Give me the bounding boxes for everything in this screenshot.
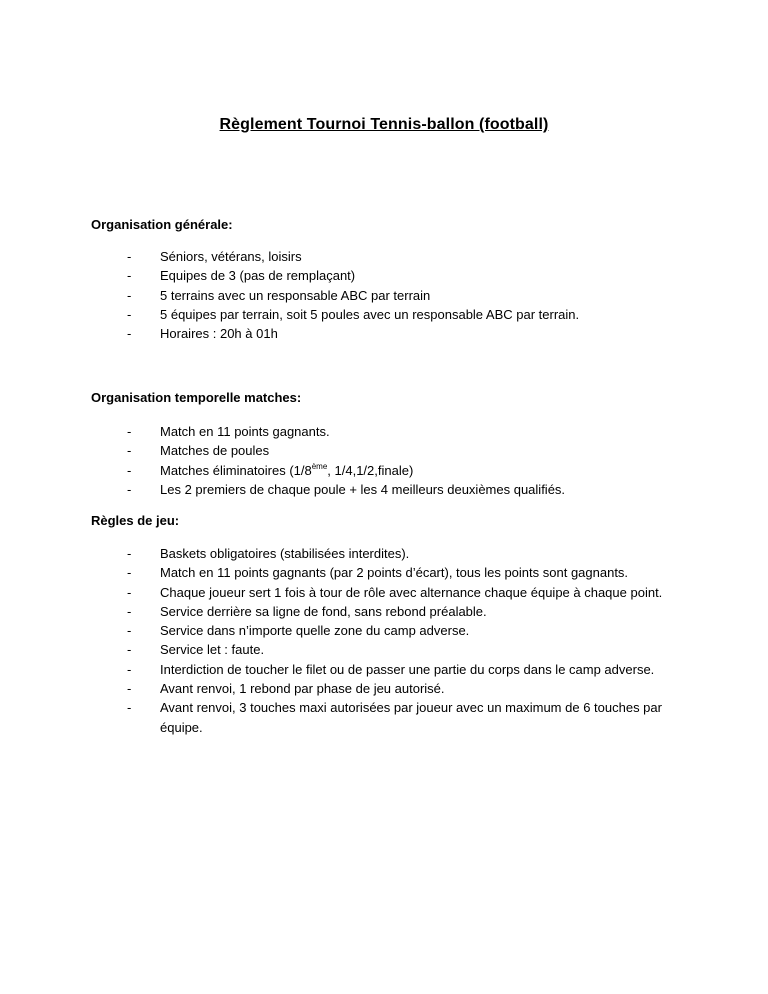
list-item-text-after: , 1/4,1/2,finale): [327, 462, 414, 478]
list-item: [0, 441, 768, 460]
list-regles-de-jeu: [0, 544, 768, 737]
list-item: [0, 640, 768, 659]
bullet-dash: -: [127, 443, 132, 459]
superscript-eme: ème: [311, 461, 328, 471]
list-item-text: Séniors, vétérans, loisirs: [160, 249, 302, 264]
list-item-text: 5 équipes par terrain, soit 5 poules avec un responsable ABC par terrain.: [160, 306, 580, 322]
bullet-dash: -: [127, 462, 132, 478]
list-item-text: 5 terrains avec un responsable ABC par terrain: [160, 287, 431, 303]
bullet-dash: -: [127, 287, 132, 303]
list-item: [0, 544, 768, 563]
list-item-text: Avant renvoi, 1 rebond par phase de jeu autorisé.: [160, 681, 445, 697]
list-item-text: Chaque joueur sert 1 fois à tour de rôle avec alternance chaque équipe à chaque point.: [160, 584, 663, 600]
list-item-text: Baskets obligatoires (stabilisées interdites).: [160, 546, 410, 561]
list-item-text: Equipes de 3 (pas de remplaçant): [160, 268, 356, 284]
list-item-text: Les 2 premiers de chaque poule + les 4 meilleurs deuxièmes qualifiés.: [160, 481, 566, 497]
bullet-dash: -: [127, 642, 132, 658]
list-item: [0, 422, 768, 441]
list-item: [0, 461, 768, 480]
section-heading-organisation-generale: Organisation générale:: [91, 217, 233, 232]
list-organisation-temporelle: [0, 422, 768, 499]
list-item: [0, 621, 768, 640]
bullet-dash: -: [127, 603, 132, 619]
list-item: [0, 324, 768, 343]
list-item-text: Service derrière sa ligne de fond, sans rebond préalable.: [160, 603, 487, 619]
document-title: Règlement Tournoi Tennis-ballon (football): [219, 116, 549, 133]
bullet-dash: -: [127, 565, 132, 581]
bullet-dash: -: [127, 546, 132, 561]
bullet-dash: -: [127, 249, 132, 264]
list-item: [0, 286, 768, 305]
list-item-text: Avant renvoi, 3 touches maxi autorisées par joueur avec un maximum de 6 touches par équipe.: [160, 700, 662, 735]
list-item: [0, 660, 768, 679]
list-item-text: Service dans n’importe quelle zone du camp adverse.: [160, 623, 470, 639]
list-item: [0, 602, 768, 621]
list-item-text: Matches de poules: [160, 443, 270, 459]
bullet-dash: -: [127, 268, 132, 284]
list-item: [0, 583, 768, 602]
list-organisation-generale: [0, 247, 768, 343]
bullet-dash: -: [127, 326, 132, 342]
list-item-text: Interdiction de toucher le filet ou de passer une partie du corps dans le camp adverse.: [160, 661, 655, 677]
bullet-dash: -: [127, 481, 132, 497]
list-item-text: Horaires : 20h à 01h: [160, 326, 278, 342]
list-item: [0, 247, 768, 266]
bullet-dash: -: [127, 681, 132, 697]
list-item: [0, 563, 768, 582]
list-item-text: Match en 11 points gagnants (par 2 points d’écart), tous les points sont gagnants.: [160, 565, 629, 581]
bullet-dash: -: [127, 306, 132, 322]
bullet-dash: -: [127, 700, 132, 716]
list-item: [0, 698, 768, 737]
section-heading-regles-de-jeu: Règles de jeu:: [91, 513, 180, 528]
list-item-text-before: Matches éliminatoires (1/8: [160, 462, 312, 478]
section-heading-organisation-temporelle: Organisation temporelle matches:: [91, 390, 302, 405]
list-item: [0, 305, 768, 324]
bullet-dash: -: [127, 623, 132, 639]
bullet-dash: -: [127, 424, 132, 439]
bullet-dash: -: [127, 584, 132, 600]
list-item-text: Match en 11 points gagnants.: [160, 424, 330, 439]
list-item: [0, 679, 768, 698]
list-item: [0, 480, 768, 499]
list-item: [0, 266, 768, 285]
list-item-text: Service let : faute.: [160, 642, 265, 658]
bullet-dash: -: [127, 661, 132, 677]
